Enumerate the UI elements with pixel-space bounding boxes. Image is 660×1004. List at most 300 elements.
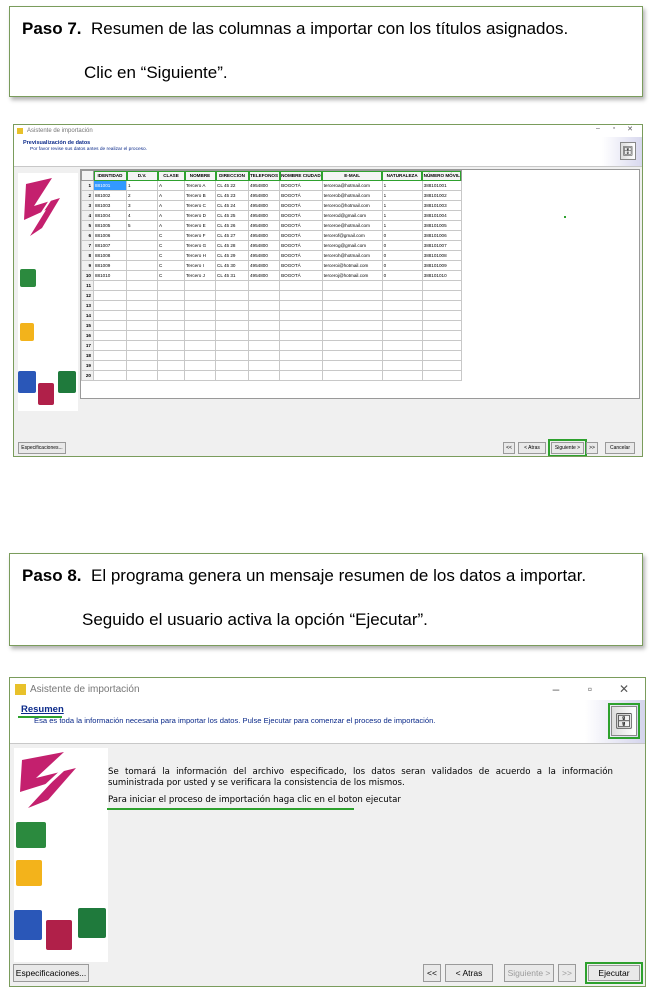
row-number[interactable]: 13 <box>82 301 94 311</box>
table-row[interactable] <box>82 361 462 371</box>
row-number[interactable]: 14 <box>82 311 94 321</box>
table-cell[interactable] <box>422 291 461 301</box>
table-row[interactable] <box>82 331 462 341</box>
table-cell[interactable]: 1 <box>127 181 158 191</box>
table-cell[interactable]: terceroe@hotmail.com <box>322 221 382 231</box>
table-cell[interactable]: C <box>158 251 185 261</box>
table-cell[interactable] <box>249 301 280 311</box>
table-cell[interactable]: 4954800 <box>249 211 280 221</box>
table-cell[interactable] <box>216 331 249 341</box>
table-cell[interactable]: 4954800 <box>249 201 280 211</box>
table-cell[interactable]: Tercero J <box>185 271 216 281</box>
table-cell[interactable] <box>127 241 158 251</box>
table-cell[interactable]: tercerod@gmail.com <box>322 211 382 221</box>
table-cell[interactable]: terceroh@hotmail.com <box>322 251 382 261</box>
table-cell[interactable] <box>322 321 382 331</box>
column-header[interactable]: TELEFONOS <box>249 171 280 181</box>
table-cell[interactable]: tercerog@gmail.com <box>322 241 382 251</box>
table-cell[interactable]: 4954800 <box>249 261 280 271</box>
mail-icon <box>16 860 42 886</box>
table-cell[interactable]: Tercero E <box>185 221 216 231</box>
table-cell[interactable] <box>94 301 127 311</box>
table-cell[interactable] <box>249 281 280 291</box>
table-cell[interactable]: BOGOTÁ <box>280 241 323 251</box>
table-cell[interactable] <box>216 371 249 381</box>
table-cell[interactable] <box>185 351 216 361</box>
table-row[interactable] <box>82 181 462 191</box>
last-button[interactable]: >> <box>558 964 576 982</box>
table-cell[interactable]: 388101001 <box>422 181 461 191</box>
table-cell[interactable] <box>249 371 280 381</box>
table-row[interactable] <box>82 261 462 271</box>
summary-message: Se tomará la información del archivo especificado, los datos seran validados de acuerdo a la información suministrada por usted y se verificara la consistencia de los mismos. <box>108 767 613 788</box>
execute-instruction: Para iniciar el proceso de importación haga clic en el boton ejecutar <box>108 795 401 805</box>
table-cell[interactable] <box>422 351 461 361</box>
table-cell[interactable] <box>185 281 216 291</box>
table-cell[interactable]: 4954800 <box>249 191 280 201</box>
table-cell[interactable] <box>382 331 422 341</box>
table-cell[interactable]: 388101008 <box>422 251 461 261</box>
table-cell[interactable] <box>216 341 249 351</box>
step8-box <box>9 553 643 646</box>
step7-instruction: Clic en “Siguiente”. <box>84 63 228 82</box>
table-cell[interactable]: CL 45 31 <box>216 271 249 281</box>
table-cell[interactable]: CL 45 29 <box>216 251 249 261</box>
row-number[interactable]: 16 <box>82 331 94 341</box>
table-cell[interactable]: 0 <box>382 231 422 241</box>
table-cell[interactable]: BOGOTÁ <box>280 211 323 221</box>
table-cell[interactable] <box>94 311 127 321</box>
column-header[interactable]: NOMBRE CIUDAD <box>280 171 323 181</box>
table-cell[interactable] <box>322 331 382 341</box>
table-cell[interactable]: 881003 <box>94 201 127 211</box>
header-subtitle: Por favor revise sus datos antes de realizar el proceso. <box>30 147 148 152</box>
table-cell[interactable]: terceroi@hotmail.com <box>322 261 382 271</box>
table-cell[interactable] <box>249 311 280 321</box>
maximize-icon[interactable]: ▫ <box>587 682 593 696</box>
table-row[interactable] <box>82 231 462 241</box>
table-cell[interactable] <box>249 291 280 301</box>
step8-text: El programa genera un mensaje resumen de los datos a importar. <box>91 566 587 585</box>
table-cell[interactable]: 4954800 <box>249 251 280 261</box>
table-cell[interactable] <box>127 291 158 301</box>
table-cell[interactable]: 4954800 <box>249 231 280 241</box>
table-cell[interactable] <box>94 341 127 351</box>
table-cell[interactable]: CL 45 25 <box>216 211 249 221</box>
table-cell[interactable]: 4954800 <box>249 241 280 251</box>
table-cell[interactable]: Tercero C <box>185 201 216 211</box>
table-row[interactable] <box>82 341 462 351</box>
table-cell[interactable] <box>322 341 382 351</box>
column-header[interactable]: CLASE <box>158 171 185 181</box>
table-cell[interactable]: 881009 <box>94 261 127 271</box>
table-cell[interactable] <box>216 301 249 311</box>
row-number[interactable]: 8 <box>82 251 94 261</box>
table-cell[interactable]: A <box>158 191 185 201</box>
table-cell[interactable]: 881004 <box>94 211 127 221</box>
word-icon <box>14 910 42 940</box>
row-number[interactable]: 12 <box>82 291 94 301</box>
table-cell[interactable] <box>158 321 185 331</box>
table-cell[interactable] <box>127 371 158 381</box>
table-row[interactable] <box>82 291 462 301</box>
table-cell[interactable] <box>158 351 185 361</box>
row-number[interactable]: 18 <box>82 351 94 361</box>
table-cell[interactable] <box>216 311 249 321</box>
table-cell[interactable]: BOGOTÁ <box>280 251 323 261</box>
table-cell[interactable] <box>322 281 382 291</box>
table-cell[interactable]: 881007 <box>94 241 127 251</box>
table-row[interactable] <box>82 241 462 251</box>
table-cell[interactable]: BOGOTÁ <box>280 271 323 281</box>
table-cell[interactable]: BOGOTÁ <box>280 231 323 241</box>
table-cell[interactable]: 388101007 <box>422 241 461 251</box>
back-button[interactable]: < Atras <box>445 964 493 982</box>
table-cell[interactable]: BOGOTÁ <box>280 191 323 201</box>
table-cell[interactable]: Tercero H <box>185 251 216 261</box>
table-cell[interactable]: 4954800 <box>249 221 280 231</box>
table-cell[interactable] <box>94 321 127 331</box>
table-cell[interactable]: 4954800 <box>249 181 280 191</box>
table-cell[interactable]: 1 <box>382 211 422 221</box>
table-cell[interactable] <box>249 361 280 371</box>
data-preview-grid[interactable] <box>80 169 640 399</box>
table-cell[interactable] <box>127 361 158 371</box>
table-cell[interactable]: 881002 <box>94 191 127 201</box>
table-cell[interactable] <box>280 301 323 311</box>
table-cell[interactable] <box>158 371 185 381</box>
header-title: Resumen <box>21 704 64 715</box>
table-row[interactable] <box>82 321 462 331</box>
table-cell[interactable] <box>158 291 185 301</box>
database-icon: 🗄 <box>611 706 637 736</box>
table-cell[interactable] <box>94 351 127 361</box>
maximize-icon[interactable]: ▫ <box>612 125 616 132</box>
table-cell[interactable] <box>280 371 323 381</box>
table-cell[interactable] <box>322 291 382 301</box>
table-cell[interactable] <box>185 301 216 311</box>
table-cell[interactable] <box>185 331 216 341</box>
table-cell[interactable] <box>280 281 323 291</box>
table-cell[interactable] <box>94 371 127 381</box>
table-cell[interactable] <box>249 321 280 331</box>
table-cell[interactable]: A <box>158 181 185 191</box>
table-cell[interactable]: Tercero F <box>185 231 216 241</box>
table-cell[interactable] <box>185 291 216 301</box>
cancel-button[interactable]: Cancelar <box>605 442 635 454</box>
next-button[interactable]: Siguiente > <box>504 964 554 982</box>
table-cell[interactable]: CL 45 26 <box>216 221 249 231</box>
step7-line <box>22 19 568 39</box>
table-cell[interactable]: BOGOTÁ <box>280 201 323 211</box>
row-number[interactable]: 1 <box>82 181 94 191</box>
table-cell[interactable] <box>127 261 158 271</box>
table-cell[interactable]: tercerof@gmail.com <box>322 231 382 241</box>
table-cell[interactable] <box>382 371 422 381</box>
table-cell[interactable] <box>94 361 127 371</box>
table-cell[interactable]: C <box>158 241 185 251</box>
access-icon <box>38 383 54 405</box>
instruction-underline <box>107 808 354 810</box>
table-cell[interactable] <box>158 281 185 291</box>
table-cell[interactable] <box>280 331 323 341</box>
table-cell[interactable] <box>422 331 461 341</box>
table-cell[interactable]: 0 <box>382 251 422 261</box>
table-cell[interactable]: 881005 <box>94 221 127 231</box>
column-header[interactable]: D.V. <box>127 171 158 181</box>
execute-button[interactable]: Ejecutar <box>588 965 640 981</box>
table-cell[interactable]: terceroj@hotmail.com <box>322 271 382 281</box>
table-cell[interactable] <box>382 291 422 301</box>
table-cell[interactable]: BOGOTÁ <box>280 181 323 191</box>
excel-icon <box>78 908 106 938</box>
table-cell[interactable]: 0 <box>382 261 422 271</box>
table-row[interactable] <box>82 251 462 261</box>
table-cell[interactable]: CL 45 22 <box>216 181 249 191</box>
table-cell[interactable] <box>382 361 422 371</box>
row-number[interactable]: 17 <box>82 341 94 351</box>
table-cell[interactable]: 2 <box>127 191 158 201</box>
table-cell[interactable]: CL 45 27 <box>216 231 249 241</box>
table-cell[interactable] <box>94 291 127 301</box>
table-cell[interactable]: Tercero B <box>185 191 216 201</box>
table-cell[interactable] <box>158 301 185 311</box>
table-cell[interactable] <box>382 311 422 321</box>
table-cell[interactable] <box>249 351 280 361</box>
row-number[interactable]: 3 <box>82 201 94 211</box>
table-cell[interactable]: 881001 <box>94 181 127 191</box>
specifications-button[interactable]: Especificaciones... <box>18 442 66 454</box>
row-number[interactable]: 2 <box>82 191 94 201</box>
table-cell[interactable]: 881006 <box>94 231 127 241</box>
table-cell[interactable]: 388101004 <box>422 211 461 221</box>
header-title: Previsualización de datos <box>23 140 91 146</box>
excel-icon <box>58 371 76 393</box>
table-row[interactable] <box>82 281 462 291</box>
table-cell[interactable]: 4954800 <box>249 271 280 281</box>
first-button[interactable]: << <box>503 442 515 454</box>
table-cell[interactable]: 3 <box>127 201 158 211</box>
row-number[interactable]: 9 <box>82 261 94 271</box>
table-cell[interactable]: Tercero G <box>185 241 216 251</box>
specifications-button[interactable]: Especificaciones... <box>13 964 89 982</box>
table-cell[interactable] <box>158 341 185 351</box>
table-cell[interactable]: 388101009 <box>422 261 461 271</box>
table-cell[interactable] <box>382 301 422 311</box>
dot-marker <box>564 216 566 218</box>
table-cell[interactable] <box>216 321 249 331</box>
table-cell[interactable] <box>422 371 461 381</box>
row-number[interactable]: 5 <box>82 221 94 231</box>
table-cell[interactable] <box>382 351 422 361</box>
table-cell[interactable] <box>422 301 461 311</box>
table-cell[interactable] <box>185 341 216 351</box>
grid-corner <box>82 171 94 181</box>
table-cell[interactable]: CL 45 24 <box>216 201 249 211</box>
table-cell[interactable]: tercerob@hotmail.com <box>322 191 382 201</box>
table-cell[interactable] <box>127 231 158 241</box>
column-header[interactable]: NÚMERO MÓVIL <box>422 171 461 181</box>
table-cell[interactable] <box>185 311 216 321</box>
table-cell[interactable]: C <box>158 231 185 241</box>
step7-box <box>9 6 643 97</box>
table-cell[interactable]: 1 <box>382 181 422 191</box>
table-cell[interactable] <box>185 361 216 371</box>
table-cell[interactable]: 388101010 <box>422 271 461 281</box>
table-cell[interactable]: CL 45 23 <box>216 191 249 201</box>
column-header[interactable]: E-MAIL <box>322 171 382 181</box>
table-cell[interactable] <box>185 321 216 331</box>
table-cell[interactable]: terceroa@hotmail.com <box>322 181 382 191</box>
table-cell[interactable] <box>280 361 323 371</box>
table-cell[interactable] <box>127 331 158 341</box>
table-row[interactable] <box>82 351 462 361</box>
row-number[interactable]: 11 <box>82 281 94 291</box>
table-cell[interactable]: 1 <box>382 221 422 231</box>
table-cell[interactable] <box>280 291 323 301</box>
table-cell[interactable]: 0 <box>382 241 422 251</box>
column-header[interactable]: DIRECCION <box>216 171 249 181</box>
table-cell[interactable] <box>158 361 185 371</box>
table-cell[interactable]: 4 <box>127 211 158 221</box>
logo-icon <box>22 176 66 244</box>
table-cell[interactable] <box>127 311 158 321</box>
table-cell[interactable] <box>382 281 422 291</box>
last-button[interactable]: >> <box>586 442 598 454</box>
table-cell[interactable] <box>422 361 461 371</box>
table-cell[interactable] <box>127 251 158 261</box>
row-number[interactable]: 7 <box>82 241 94 251</box>
table-row[interactable] <box>82 371 462 381</box>
sidebar-art <box>14 748 108 962</box>
table-cell[interactable]: 1 <box>382 201 422 211</box>
table-cell[interactable] <box>280 351 323 361</box>
table-cell[interactable] <box>322 301 382 311</box>
table-cell[interactable]: terceroc@hotmail.com <box>322 201 382 211</box>
table-cell[interactable] <box>280 311 323 321</box>
table-cell[interactable] <box>216 291 249 301</box>
table-cell[interactable] <box>382 321 422 331</box>
table-cell[interactable]: C <box>158 261 185 271</box>
table-row[interactable] <box>82 201 462 211</box>
table-cell[interactable]: 1 <box>382 191 422 201</box>
title-bar <box>14 125 642 137</box>
table-cell[interactable] <box>322 311 382 321</box>
close-icon[interactable]: ✕ <box>618 682 630 696</box>
step8-label: Paso 8. <box>22 566 82 585</box>
next-button[interactable]: Siguiente > <box>551 442 584 454</box>
table-cell[interactable] <box>127 351 158 361</box>
back-button[interactable]: < Atras <box>518 442 546 454</box>
table-cell[interactable] <box>158 311 185 321</box>
table-cell[interactable] <box>422 321 461 331</box>
table-cell[interactable] <box>422 281 461 291</box>
table-cell[interactable] <box>127 341 158 351</box>
table-cell[interactable] <box>94 281 127 291</box>
table-row[interactable] <box>82 221 462 231</box>
close-icon[interactable]: ✕ <box>627 126 633 133</box>
table-cell[interactable] <box>127 301 158 311</box>
table-row[interactable] <box>82 311 462 321</box>
row-number[interactable]: 4 <box>82 211 94 221</box>
table-cell[interactable]: 388101002 <box>422 191 461 201</box>
row-number[interactable]: 6 <box>82 231 94 241</box>
table-cell[interactable]: Tercero I <box>185 261 216 271</box>
column-header[interactable]: IDENTIDAD <box>94 171 127 181</box>
step8-instruction: Seguido el usuario activa la opción “Ejecutar”. <box>82 610 428 629</box>
table-cell[interactable] <box>127 281 158 291</box>
table-cell[interactable]: 881008 <box>94 251 127 261</box>
table-cell[interactable] <box>127 321 158 331</box>
step7-text: Resumen de las columnas a importar con los títulos asignados. <box>91 19 569 38</box>
table-cell[interactable] <box>94 331 127 341</box>
minimize-icon[interactable]: – <box>552 682 560 696</box>
first-button[interactable]: << <box>423 964 441 982</box>
table-cell[interactable] <box>185 371 216 381</box>
table-cell[interactable] <box>249 331 280 341</box>
table-row[interactable] <box>82 191 462 201</box>
table-cell[interactable]: Tercero A <box>185 181 216 191</box>
row-number[interactable]: 15 <box>82 321 94 331</box>
table-row[interactable] <box>82 301 462 311</box>
table-cell[interactable]: 5 <box>127 221 158 231</box>
table-cell[interactable] <box>280 341 323 351</box>
table-cell[interactable] <box>322 351 382 361</box>
table-cell[interactable]: CL 45 30 <box>216 261 249 271</box>
column-header[interactable]: NATURALEZA <box>382 171 422 181</box>
table-cell[interactable]: CL 45 28 <box>216 241 249 251</box>
table-cell[interactable]: 388101006 <box>422 231 461 241</box>
mail-icon <box>20 323 34 341</box>
table-cell[interactable]: A <box>158 211 185 221</box>
row-number[interactable]: 10 <box>82 271 94 281</box>
table-cell[interactable] <box>249 341 280 351</box>
table-cell[interactable]: C <box>158 271 185 281</box>
import-wizard-summary-window <box>9 677 646 987</box>
table-cell[interactable] <box>322 361 382 371</box>
table-cell[interactable] <box>127 271 158 281</box>
table-cell[interactable] <box>158 331 185 341</box>
column-header[interactable]: NOMBRE <box>185 171 216 181</box>
minimize-icon[interactable]: – <box>596 125 600 132</box>
table-cell[interactable]: 881010 <box>94 271 127 281</box>
table-cell[interactable] <box>280 321 323 331</box>
table-cell[interactable] <box>322 371 382 381</box>
table-cell[interactable]: 388101003 <box>422 201 461 211</box>
table-cell[interactable] <box>216 351 249 361</box>
row-number[interactable]: 20 <box>82 371 94 381</box>
table-cell[interactable] <box>422 311 461 321</box>
import-wizard-preview-window <box>13 124 643 457</box>
table-cell[interactable] <box>216 281 249 291</box>
table-row[interactable] <box>82 271 462 281</box>
table-cell[interactable]: 0 <box>382 271 422 281</box>
table-cell[interactable] <box>422 341 461 351</box>
table-cell[interactable] <box>216 361 249 371</box>
row-number[interactable]: 19 <box>82 361 94 371</box>
table-cell[interactable] <box>382 341 422 351</box>
table-cell[interactable]: Tercero D <box>185 211 216 221</box>
table-cell[interactable]: A <box>158 221 185 231</box>
table-cell[interactable]: BOGOTÁ <box>280 261 323 271</box>
table-cell[interactable]: A <box>158 201 185 211</box>
table-row[interactable] <box>82 211 462 221</box>
table-cell[interactable]: 388101005 <box>422 221 461 231</box>
step7-label: Paso 7. <box>22 19 82 38</box>
chart-icon <box>16 822 46 848</box>
table-cell[interactable]: BOGOTÁ <box>280 221 323 231</box>
header-subtitle: Esa es toda la información necesaria para importar los datos. Pulse Ejecutar para comenzar el proceso de importación. <box>34 716 436 725</box>
